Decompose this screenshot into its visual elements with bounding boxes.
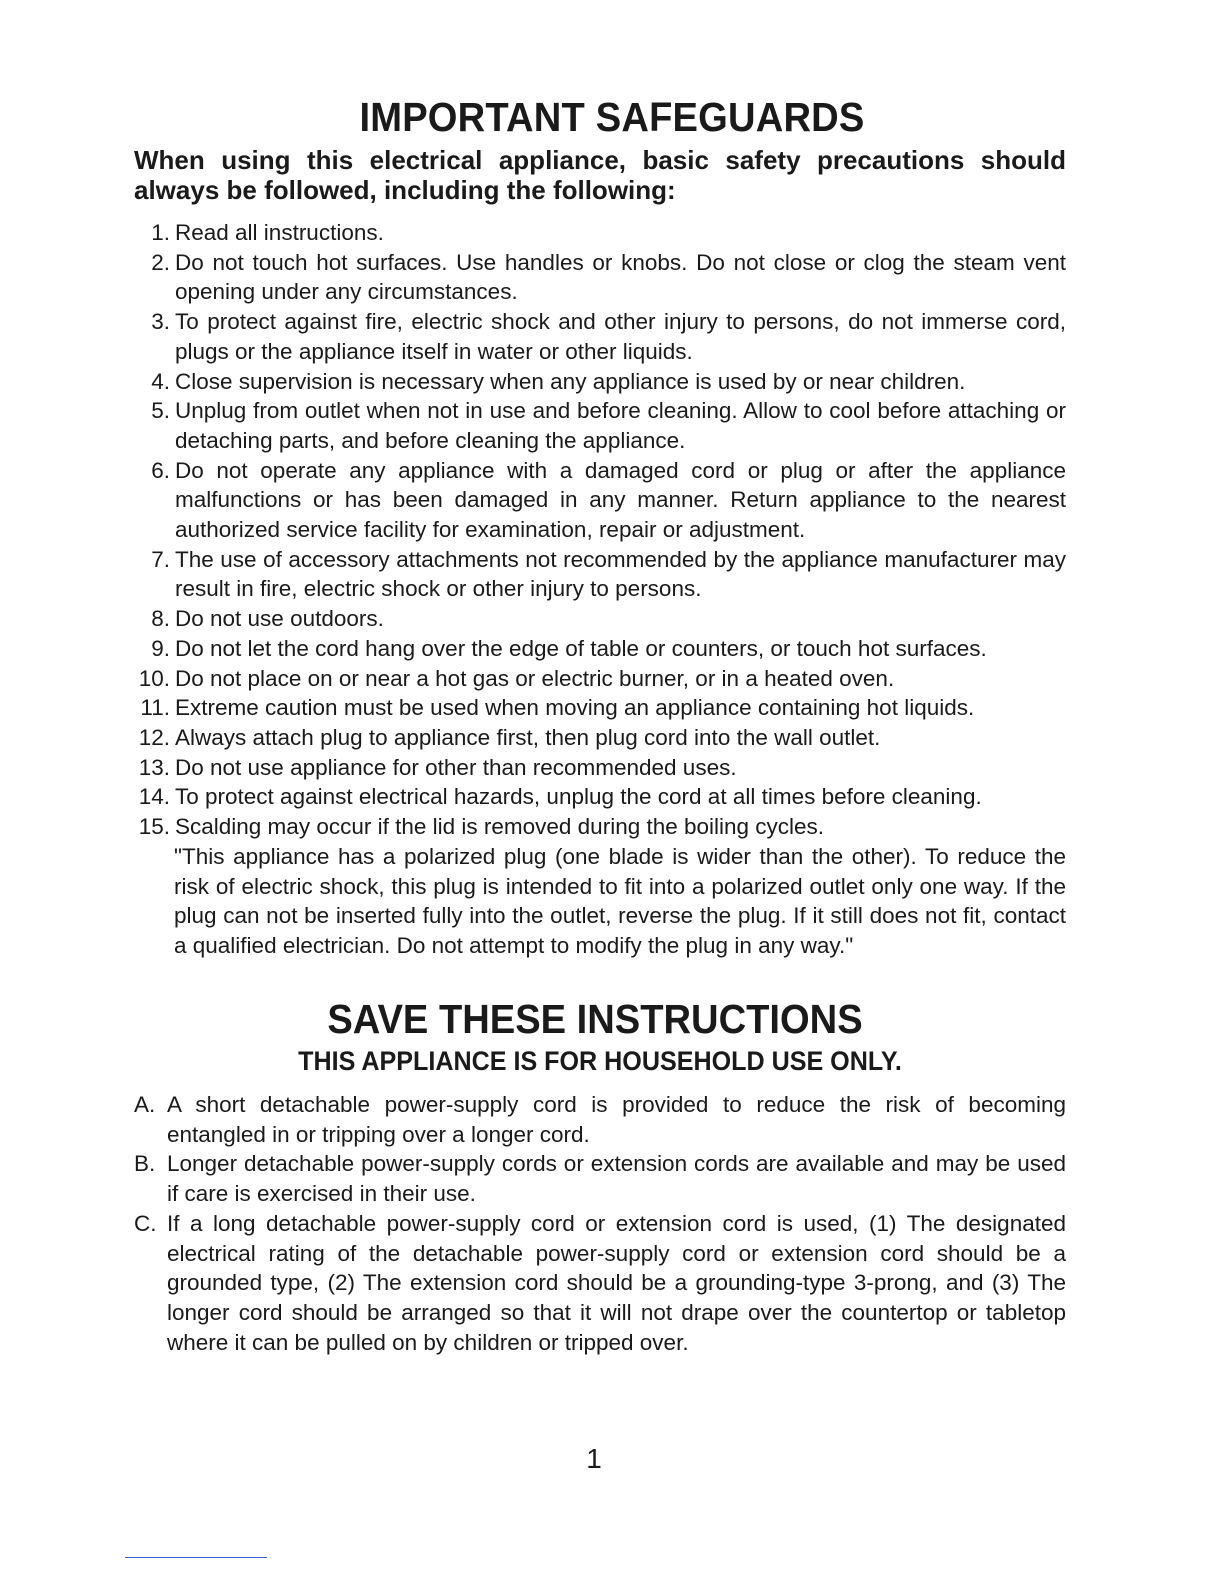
list-item (134, 248, 1066, 307)
item-text: Extreme caution must be used when moving an appliance containing hot liquids. (175, 695, 975, 721)
item-number: 1. (151, 220, 170, 245)
item-text: A short detachable power-supply cord is provided to reduce the risk of becoming entangled in or tripping over a longer cord. (167, 1092, 1066, 1147)
list-item (134, 812, 1066, 842)
intro-text: When using this electrical appliance, basic safety precautions should always be followed, including the following: (134, 145, 1066, 205)
list-item (134, 218, 1066, 248)
item-text: Do not place on or near a hot gas or electric burner, or in a heated oven. (175, 665, 895, 691)
list-item (134, 367, 1066, 397)
item-text: If a long detachable power-supply cord or extension cord is used, (1) The designated electrical rating of the detachable power-supply cord or extension cord should be a grounded type, (2) The extension cord should be a grounding-type 3-prong, and (3) The longer cord should be arranged so that it will not drape over the countertop or tabletop where it can be pulled on by children or tripped over. (167, 1210, 1066, 1355)
item-number: 10. (138, 665, 170, 691)
item-number: 2. (151, 249, 170, 275)
list-item (134, 396, 1066, 455)
item-text: Do not use appliance for other than recommended uses. (175, 754, 737, 780)
item-text: Always attach plug to appliance first, then plug cord into the wall outlet. (175, 724, 881, 750)
item-text: The use of accessory attachments not recommended by the appliance manufacturer may result in fire, electric shock or other injury to persons. (175, 546, 1066, 602)
list-item (134, 693, 1066, 723)
item-number: 13. (138, 754, 170, 780)
item-text: Do not touch hot surfaces. Use handles or knobs. Do not close or clog the steam vent opening under any circumstances. (175, 249, 1066, 305)
list-item (134, 753, 1066, 783)
list-item (134, 723, 1066, 753)
item-text: Unplug from outlet when not in use and before cleaning. Allow to cool before attaching or detaching parts, and before cleaning the appliance. (175, 398, 1066, 453)
list-item (134, 634, 1066, 664)
item-text: Longer detachable power-supply cords or extension cords are available and may be used if care is exercised in their use. (167, 1151, 1066, 1207)
item-number: 15. (138, 814, 170, 840)
item-number: 14. (138, 784, 170, 810)
list-item (134, 1090, 1066, 1149)
item-number: 6. (151, 457, 170, 483)
safeguards-list (134, 218, 1066, 842)
item-letter: B. (134, 1151, 156, 1177)
household-use-heading: THIS APPLIANCE IS FOR HOUSEHOLD USE ONLY. (298, 1046, 902, 1076)
polarized-plug-note: "This appliance has a polarized plug (one blade is wider than the other). To reduce the risk of electric shock, this plug is intended to fit into a polarized outlet only one way. If the plug can not be inserted fully into the outlet, reverse the plug. If it still does not fit, contact a qualified electrician. Do not attempt to modify the plug in any way." (174, 844, 1066, 959)
list-item (134, 664, 1066, 694)
save-instructions-heading: SAVE THESE INSTRUCTIONS (327, 996, 863, 1042)
item-text: To protect against fire, electric shock and other injury to persons, do not immerse cord, plugs or the appliance itself in water or other liquids. (175, 309, 1066, 364)
item-number: 7. (151, 546, 170, 572)
list-item (134, 1149, 1066, 1208)
item-text: Scalding may occur if the lid is removed during the boiling cycles. (175, 814, 825, 840)
cord-notes-list (134, 1090, 1066, 1357)
item-number: 8. (151, 606, 170, 632)
footer-rule (125, 1557, 267, 1558)
item-text: Close supervision is necessary when any appliance is used by or near children. (175, 368, 966, 394)
item-text: Do not let the cord hang over the edge of table or counters, or touch hot surfaces. (175, 635, 987, 661)
item-number: 5. (151, 398, 170, 424)
list-item (134, 545, 1066, 604)
item-text: Read all instructions. (175, 220, 384, 245)
item-number: 12. (138, 724, 170, 750)
item-letter: C. (134, 1210, 157, 1236)
item-number: 4. (151, 368, 170, 394)
item-text: Do not operate any appliance with a damaged cord or plug or after the appliance malfunctions or has been damaged in any manner. Return appliance to the nearest authorized service facility for examination, repair or adjustment. (175, 457, 1066, 543)
page-number: 1 (586, 1443, 602, 1474)
list-item (134, 456, 1066, 545)
list-item (134, 782, 1066, 812)
list-item (134, 307, 1066, 366)
item-number: 9. (151, 635, 170, 661)
page-title: IMPORTANT SAFEGUARDS (359, 94, 865, 140)
item-text: Do not use outdoors. (175, 606, 384, 632)
item-number: 11. (140, 695, 170, 721)
item-text: To protect against electrical hazards, unplug the cord at all times before cleaning. (175, 784, 982, 810)
list-item (134, 1209, 1066, 1358)
list-item (134, 604, 1066, 634)
item-number: 3. (151, 309, 170, 335)
item-letter: A. (134, 1092, 156, 1117)
